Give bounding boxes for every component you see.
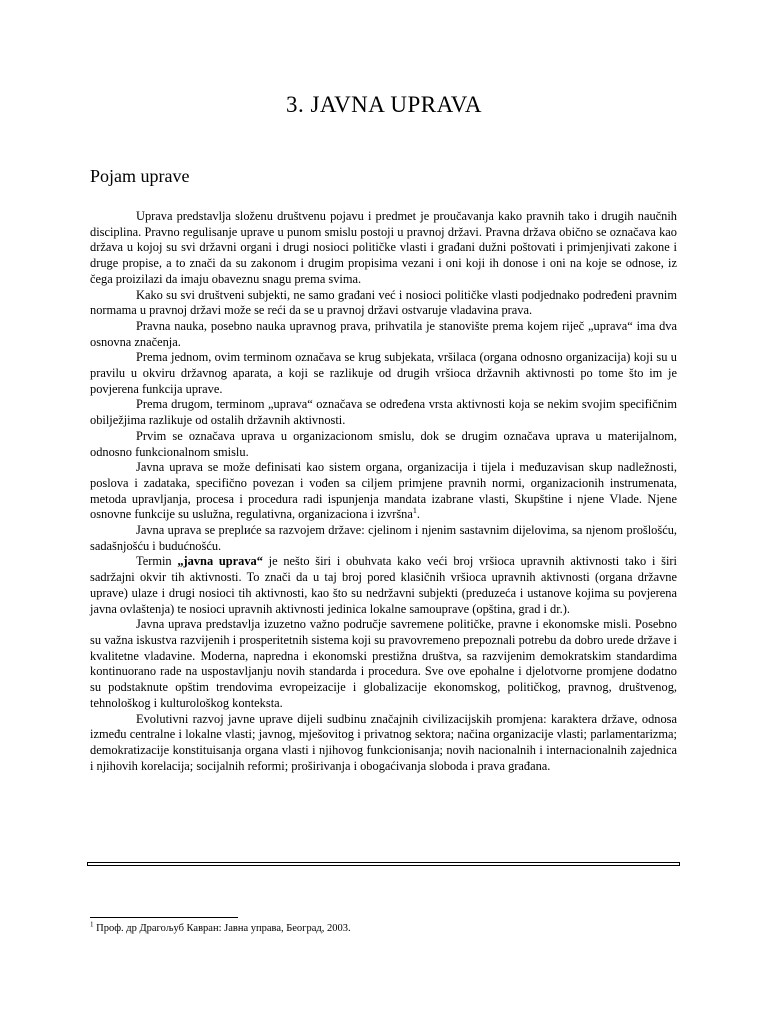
paragraph: Pravna nauka, posebno nauka upravnog prava, prihvatila je stanovište prema kojem riječ „uprava“ ima dva osnovna značenja. <box>90 318 677 349</box>
footnote-text: Проф. др Драгољуб Кавран: Јавна управа, Београд, 2003. <box>93 923 351 934</box>
section-heading: Pojam uprave <box>90 166 190 186</box>
double-rule-divider <box>87 862 680 866</box>
paragraph: Uprava predstavlja složenu društvenu pojavu i predmet je proučavanja kako pravnih tako i drugih naučnih disciplina. Pravno regulisanje uprave u punom smislu postoji u pravnoj državi. Pravna država obično se označava kao država u kojoj su svi državni organi i drugi nosioci političke vlasti i građani dužni poštovati i primjenjivati zakone i druge propise, a to znači da su zakonom i drugim propisima vezani i oni koji ih donose i oni na koje se odnose, iz čega proizilazi da imaju obaveznu snagu prema svima. <box>90 209 677 286</box>
paragraph <box>90 554 677 617</box>
paragraph: Prema jednom, ovim terminom označava se krug subjekata, vršilaca (organa odnosno organizacija) koji su u pravilu u okviru državnog aparata, a koji se razlikuje od drugih vršioca državnih aktivnosti po tome što im je povjerena funkcija uprave. <box>90 350 677 396</box>
paragraph-text: je nešto širi i obuhvata kako veći broj vršioca upravnih aktivnosti tako i širi sadržajni okvir tih aktivnosti. To znači da u taj broj pored klasičnih vršioca upravnih aktivnosti (organa državne uprave) ulaze i drugi nosioci tih aktivnosti, kao što su nedržavni subjekti (preduzeća i ustanove kojima su povjerena javna ovlaštenja) te nosioci upravnih aktivnosti jedinica lokalne samouprave (opština, grad i dr.). <box>90 554 677 616</box>
body-text <box>90 209 677 774</box>
chapter-title: 3. JAVNA UPRAVA <box>285 92 483 117</box>
paragraph: Prvim se označava uprava u organizacionom smislu, dok se drugim označava uprava u materijalnom, odnosno funkcionalnom smislu. <box>90 428 677 459</box>
paragraph: Prema drugom, terminom „uprava“ označava se određena vrsta aktivnosti koja se nekim svojim specifičnim obilježjima razlikuje od ostalih državnih aktivnosti. <box>90 397 677 428</box>
footnote-reference: 1 <box>412 506 417 516</box>
term-javna-uprava: „javna uprava“ <box>177 554 263 569</box>
paragraph: Javna uprava se preplиće sa razvojem države: cjelinom i njenim sastavnim dijelovima, sa njenom prošlošću, sadašnjošću i budućnošću. <box>90 523 677 553</box>
paragraph: Javna uprava predstavlja izuzetno važno područje savremene političke, pravne i ekonomske misli. Posebno su važna iskustva razvijenih i prosperitetnih sistema koji su pravovremeno prepoznali potrebu da dobro urede države i kvalitetne vladavine. Moderna, napredna i ekonomski prestižna društva, sa razvijenim demokratskim standardima kontinuorano rade na uspostavljanju novih standarda i procedura. Sve ove epohalne i djelotvorne promjene dodatno su podstaknute opštim trendovima evropeizacije i globalizacije ekonomskog, političkog, pravnog, društvenog, tehnološkog i kulturološkog konteksta. <box>90 617 677 710</box>
footnote <box>90 922 690 935</box>
footnote-separator <box>90 917 238 918</box>
termin-prefix: Termin <box>136 554 178 569</box>
paragraph: Javna uprava se može definisati kao sistem organa, organizacija i tijela i međuzavisan skup nadležnosti, poslova i zadataka, specifično povezan i vođen sa ciljem primjene pravnih normi, organizacionih instrumenata, metoda upravljanja, procesa i procedura radi ispunjenja mandata izabrane vlasti, Skupštine i njene Vlade. Njene osnovne funkcije su uslužna, regulativna, organizaciona i izvršna$^1$. <box>90 460 677 522</box>
paragraph-text: Javna uprava se može definisati kao sistem organa, organizacija i tijela i međuzavisan skup nadležnosti, poslova i zadataka, specifično povezan i vođen sa ciljem primjene pravnih normi, organizacionih instrumenata, metoda upravljanja, procesa i procedura radi ispunjenja mandata izabrane vlasti, Skupštine i njene Vlade. Njene osnovne funkcije su uslužna, regulativna, organizaciona i izvršna <box>90 460 677 522</box>
paragraph: Kako su svi društveni subjekti, ne samo građani već i nosioci političke vlasti podjednako podređeni pravnim normama u pravnoj državi može se reći da se u pravnoj državi ostvaruje vladavina prava. <box>90 287 677 318</box>
footnote-number: 1 <box>90 920 94 929</box>
paragraph: Evolutivni razvoj javne uprave dijeli sudbinu značajnih civilizacijskih promjena: karaktera države, odnosa između centralne i lokalne vlasti; javnog, mješovitog i privatnog sektora; načina organizacije vlasti; parlamentarizma; demokratizacije konstituisanja organa vlasti i njihovog funkcionisanja; novih nacionalnih i internacionalnih zajednica i njihovih korelacija; socijalnih reformi; proširivanja i obogaćivanja sloboda i prava građana. <box>90 711 677 773</box>
